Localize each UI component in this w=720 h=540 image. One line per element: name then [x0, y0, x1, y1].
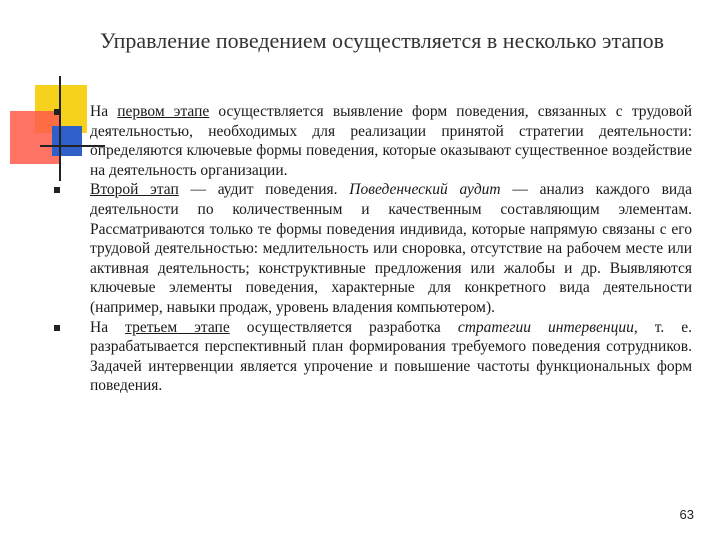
bullet-item-2	[46, 180, 692, 317]
bullet-square-icon	[54, 109, 60, 115]
bullet-item-1	[46, 102, 692, 180]
item-3-mid: осуществляется разработка	[229, 318, 458, 336]
item-3-link[interactable]: третьем этапе	[125, 318, 230, 336]
bullet-square-icon	[54, 187, 60, 193]
item-1-prefix: На	[90, 103, 118, 120]
item-3-rest: т. е. разрабатывается перспективный план формирования требуемого поведения сотрудников. Задачей интервенции является упрочение и повышение частоты функциональных форм поведения.	[90, 318, 692, 395]
item-1-rest: осуществляется выявление форм поведения, связанных с трудовой деятельностью, необходимых для реализации принятой стратегии деятельности: определяются ключевые формы поведения, которые оказывают существенное воздействие на деятельность организации.	[90, 103, 693, 179]
item-2-mid: — аудит поведения.	[178, 181, 350, 199]
item-1-link[interactable]: первом этапе	[117, 103, 210, 120]
bullet-list	[46, 102, 692, 396]
bullet-square-icon	[54, 325, 60, 331]
bullet-text-3	[90, 318, 692, 396]
item-2-rest: — анализ каждого вида деятельности по количественным и качественным составляющим элементам. Рассматриваются только те формы поведения индивида, которые напрямую связаны с его трудовой деятельностью: медлительность или сноровка, отсутствие на рабочем месте или активная деятельность; конструктивные предложения или жалобы и др. Выявляются ключевые элементы поведения, характерные для конкретного вида деятельности (например, навыки продаж, уровень владения компьютером).	[90, 181, 692, 316]
item-3-em: стратегии интервенции,	[457, 318, 638, 336]
bullet-item-3	[46, 318, 692, 396]
item-2-em: Поведенческий аудит	[349, 181, 501, 199]
slide-title: Управление поведением осуществляется в несколько этапов	[100, 28, 664, 53]
bullet-text-2	[90, 180, 692, 317]
page-number: 63	[679, 507, 694, 522]
item-3-prefix: На	[90, 318, 126, 336]
bullet-text-1	[90, 102, 692, 180]
item-2-link[interactable]: Второй этап	[90, 181, 179, 199]
